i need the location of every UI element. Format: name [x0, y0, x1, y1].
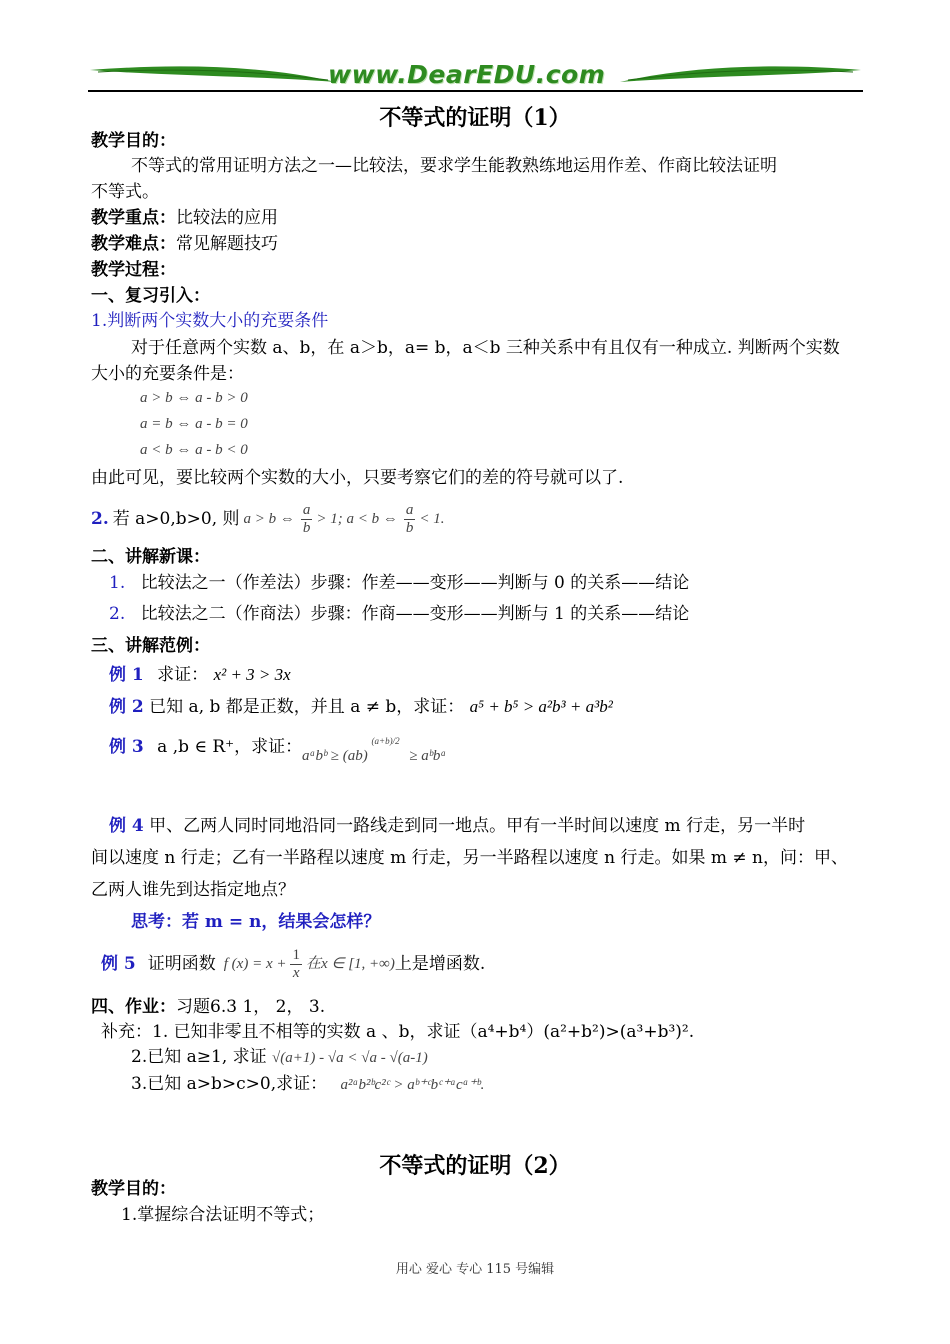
- part3-heading: 三、讲解范例：: [91, 636, 210, 656]
- item1-text-line1: 对于任意两个实数 a、b，在 a＞b，a= b，a＜b 三种关系中有且仅有一种成立. 判断两个实数: [131, 338, 840, 358]
- item2-fraction-2: [404, 502, 416, 537]
- item2-formula-a: a > b ⇔: [243, 511, 295, 527]
- item2-row: [91, 497, 445, 541]
- goal-text-line1: 不等式的常用证明方法之一—比较法，要求学生能教熟练地运用作差、作商比较法证明: [131, 156, 777, 176]
- page-footer: 用心 爱心 专心 115 号编辑: [395, 1262, 555, 1277]
- method2-text: 比较法之二（作商法）步骤：作商——变形——判断与 1 的关系——结论: [140, 604, 690, 624]
- example5-label: 例 5: [101, 954, 136, 974]
- header-banner: [88, 60, 863, 94]
- key-point-row: [91, 207, 278, 229]
- example4-line1: [109, 815, 805, 837]
- section2-goal-label: 教学目的：: [91, 1179, 176, 1199]
- item2-number: 2.: [91, 509, 109, 529]
- example2-text: 已知 a, b 都是正数，并且 a ≠ b，求证：: [149, 697, 465, 717]
- fraction-denominator: x: [290, 964, 302, 982]
- header-rule: [88, 90, 863, 92]
- example3-math-right: ≥ aᵇbᵃ: [409, 748, 447, 764]
- example1-math: x² + 3 > 3x: [213, 665, 291, 684]
- item2-formula-b: > 1; a < b ⇔: [316, 511, 398, 527]
- part1-heading: 一、复习引入：: [91, 286, 210, 306]
- supplement-3-text: 3.已知 a>b>c>0,求证：: [131, 1074, 328, 1094]
- method2-row: [109, 603, 689, 625]
- example2-label: 例 2: [109, 697, 144, 717]
- item2-fraction-1: [301, 502, 313, 537]
- example3-label: 例 3: [109, 737, 144, 757]
- item1-text-line2: 大小的充要条件是：: [91, 364, 244, 384]
- example4-line3: 乙两人谁先到达指定地点？: [91, 880, 295, 900]
- fraction-denominator: b: [302, 519, 311, 536]
- example5-math-b: 在x ∈ [1, +∞): [305, 956, 395, 972]
- supplement-3-math: a²ᵃb²ᵇc²ᶜ > aᵇ⁺ᶜbᶜ⁺ᵃcᵃ⁺ᵇ.: [340, 1077, 485, 1093]
- example5-math-a: f (x) = x +: [223, 956, 287, 972]
- formula-less: a < b ⇔ a - b < 0: [140, 442, 248, 458]
- example3-exponent: (a+b)/2: [371, 736, 400, 746]
- supplement-2: [131, 1046, 428, 1069]
- method2-number: 2.: [109, 604, 126, 624]
- part4-label: 四、作业：: [91, 997, 176, 1017]
- example3-row: [109, 736, 302, 758]
- example3-math-left: aᵃbᵇ ≥ (ab): [302, 748, 368, 764]
- example3-math: [302, 736, 447, 765]
- process-label: 教学过程：: [91, 260, 176, 280]
- supplement-2-text: 2.已知 a≥1, 求证: [131, 1047, 267, 1067]
- example5-row: [101, 942, 485, 986]
- fraction-numerator: a: [405, 501, 414, 518]
- example2-math: a⁵ + b⁵ > a²b³ + a³b²: [469, 697, 613, 716]
- think-question: 思考：若 m = n，结果会怎样？: [131, 912, 381, 932]
- example5-text: 证明函数: [147, 954, 216, 974]
- section2-title: 不等式的证明（2）: [379, 1153, 571, 1179]
- conclusion-text: 由此可见，要比较两个实数的大小，只要考察它们的差的符号就可以了.: [91, 468, 624, 488]
- fraction-denominator: b: [405, 519, 414, 536]
- goal-label: 教学目的：: [91, 131, 176, 151]
- example5-tail: 上是增函数.: [394, 954, 486, 974]
- fraction-numerator: 1: [292, 946, 300, 963]
- method1-row: [109, 572, 689, 594]
- example1-label: 例 1: [109, 665, 144, 685]
- supplement-3: [131, 1073, 484, 1096]
- item2-text: 若 a>0,b>0, 则: [112, 509, 240, 529]
- item1-title: 1.判断两个实数大小的充要条件: [91, 311, 329, 331]
- item2-formula-c: < 1.: [419, 511, 445, 527]
- key-point-label: 教学重点：: [91, 208, 176, 228]
- part4-row: [91, 996, 325, 1018]
- example4-label: 例 4: [109, 816, 144, 836]
- key-point-text: 比较法的应用: [176, 208, 278, 228]
- supplement-2-math: √(a+1) - √a < √a - √(a-1): [272, 1050, 428, 1066]
- example1-row: [109, 664, 291, 686]
- leaf-swoosh-right-icon: [618, 60, 863, 94]
- section2-goal-item1: 1.掌握综合法证明不等式；: [121, 1205, 325, 1225]
- part2-heading: 二、讲解新课：: [91, 547, 210, 567]
- example1-text: 求证：: [157, 665, 209, 685]
- difficulty-row: [91, 233, 278, 255]
- method1-text: 比较法之一（作差法）步骤：作差——变形——判断与 0 的关系——结论: [140, 573, 690, 593]
- section1-title: 不等式的证明（1）: [379, 105, 571, 131]
- formula-equal: a = b ⇔ a - b = 0: [140, 416, 248, 432]
- example3-text: a ,b ∈ R⁺，求证：: [157, 737, 303, 757]
- difficulty-label: 教学难点：: [91, 234, 176, 254]
- formula-greater: a > b ⇔ a - b > 0: [140, 390, 248, 406]
- goal-text-line2: 不等式。: [91, 182, 159, 202]
- part4-text: 习题6.3 1， 2， 3.: [176, 997, 326, 1017]
- example4-line2: 间以速度 n 行走；乙有一半路程以速度 m 行走，另一半路程以速度 n 行走。如果 m ≠ n，问：甲、: [91, 848, 848, 868]
- site-logo: www.DearEDU.com: [328, 60, 606, 89]
- example5-fraction: [290, 947, 302, 982]
- supplement-1: 补充：1. 已知非零且不相等的实数 a 、b，求证（a⁴+b⁴）(a²+b²)>(a³+b³)².: [101, 1022, 695, 1042]
- example4-text-line1: 甲、乙两人同时同地沿同一路线走到同一地点。甲有一半时间以速度 m 行走，另一半时: [149, 816, 806, 836]
- leaf-swoosh-left-icon: [88, 60, 338, 94]
- fraction-numerator: a: [302, 501, 311, 518]
- difficulty-text: 常见解题技巧: [176, 234, 278, 254]
- example2-row: [109, 696, 613, 718]
- method1-number: 1.: [109, 573, 126, 593]
